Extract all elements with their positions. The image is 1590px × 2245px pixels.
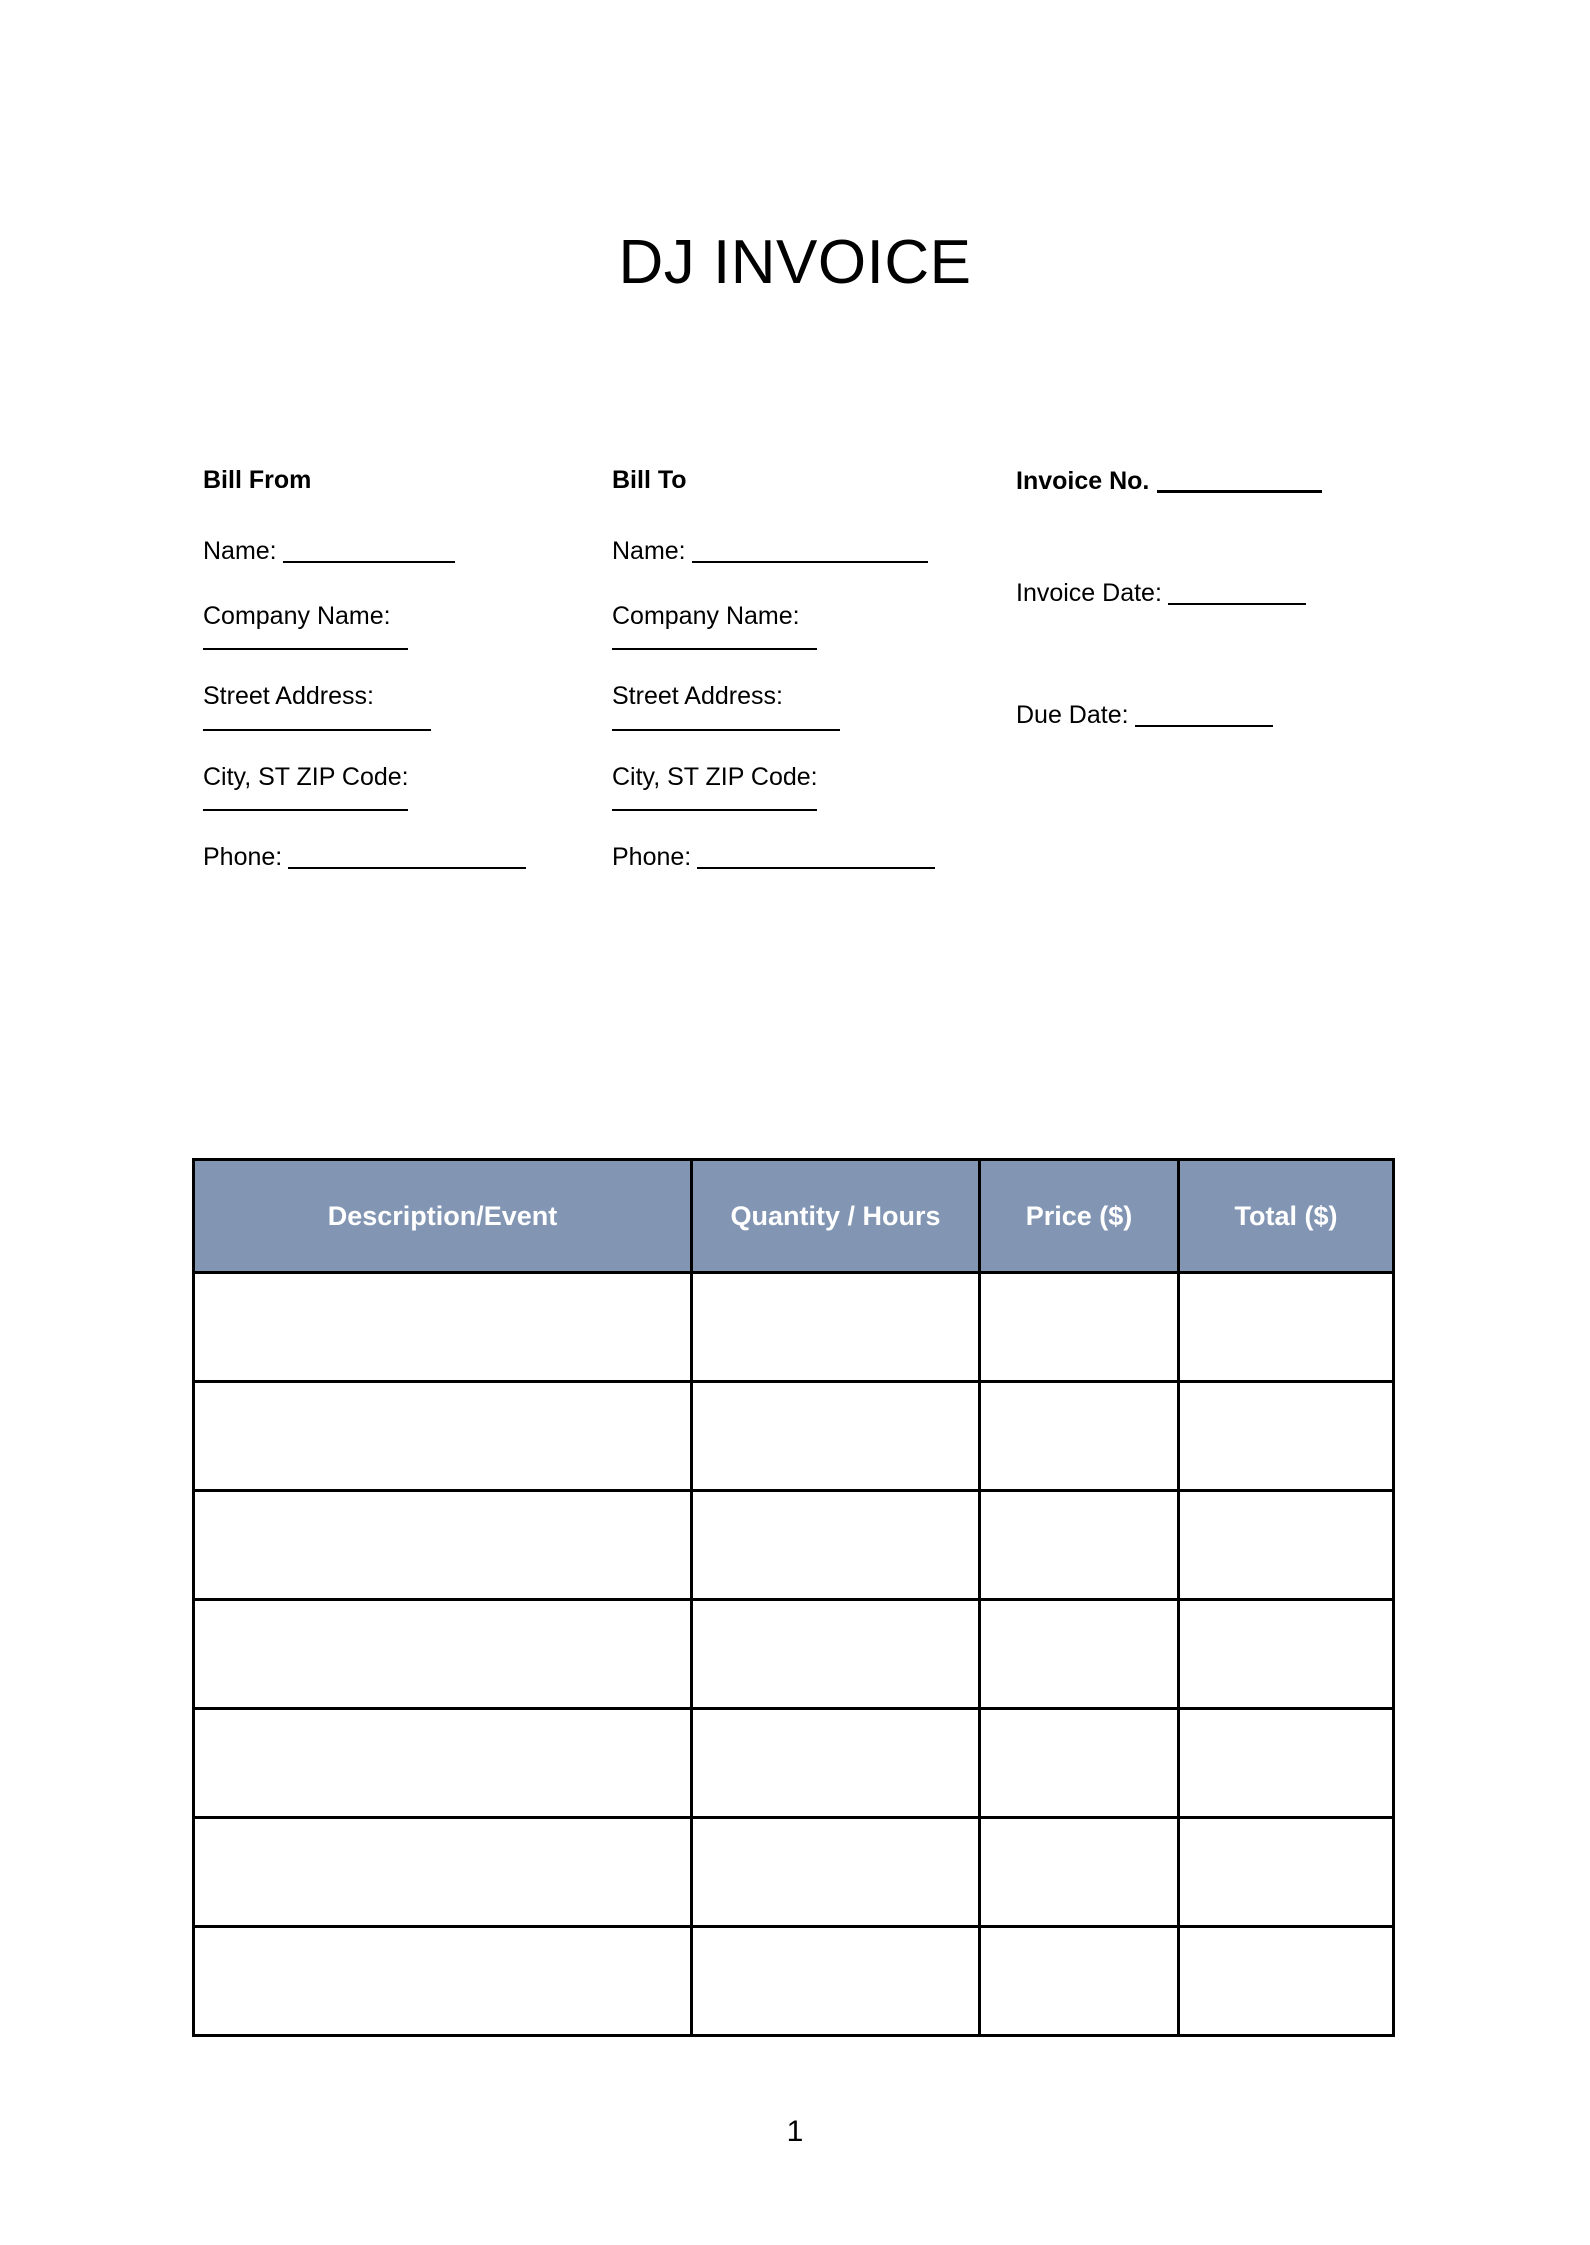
bill-to-heading: Bill To <box>612 466 687 494</box>
cell-price[interactable] <box>980 1818 1179 1927</box>
due-date-label: Due Date: <box>1016 701 1129 729</box>
invoice-date-label: Invoice Date: <box>1016 578 1162 607</box>
cell-total[interactable] <box>1179 1818 1394 1927</box>
bill-to-street-label: Street Address: <box>612 682 783 710</box>
bill-to-city-blank[interactable] <box>612 809 817 811</box>
cell-description[interactable] <box>194 1927 692 2036</box>
cell-price[interactable] <box>980 1709 1179 1818</box>
page-number: 1 <box>786 2115 804 2148</box>
cell-price[interactable] <box>980 1273 1179 1382</box>
cell-price[interactable] <box>980 1600 1179 1709</box>
cell-price[interactable] <box>980 1382 1179 1491</box>
cell-description[interactable] <box>194 1818 692 1927</box>
cell-price[interactable] <box>980 1491 1179 1600</box>
cell-total[interactable] <box>1179 1382 1394 1491</box>
bill-to-city-field[interactable] <box>612 760 1002 812</box>
bill-from-city-field[interactable] <box>203 760 573 812</box>
cell-total[interactable] <box>1179 1273 1394 1382</box>
bill-from-block <box>203 465 573 876</box>
bill-from-name-label: Name: <box>203 537 277 565</box>
due-date-blank[interactable] <box>1135 725 1273 727</box>
bill-from-street-label: Street Address: <box>203 682 374 710</box>
table-row[interactable] <box>194 1273 1394 1382</box>
bill-from-company-label: Company Name: <box>203 601 391 630</box>
table-header-row <box>194 1160 1394 1273</box>
bill-to-company-label: Company Name: <box>612 601 800 630</box>
page-title: DJ INVOICE <box>618 228 972 297</box>
bill-from-city-label: City, ST ZIP Code: <box>203 762 409 791</box>
bill-from-company-field[interactable] <box>203 599 573 651</box>
cell-total[interactable] <box>1179 1709 1394 1818</box>
cell-quantity[interactable] <box>692 1818 980 1927</box>
bill-from-company-blank[interactable] <box>203 648 408 650</box>
bill-to-company-blank[interactable] <box>612 648 817 650</box>
cell-description[interactable] <box>194 1273 692 1382</box>
cell-price[interactable] <box>980 1927 1179 2036</box>
cell-quantity[interactable] <box>692 1927 980 2036</box>
bill-to-company-field[interactable] <box>612 599 1002 651</box>
table-row[interactable] <box>194 1709 1394 1818</box>
invoice-date-field[interactable] <box>1016 577 1436 610</box>
bill-from-name-field[interactable] <box>203 534 573 570</box>
bill-from-heading: Bill From <box>203 466 312 494</box>
cell-quantity[interactable] <box>692 1273 980 1382</box>
due-date-field[interactable] <box>1016 699 1436 732</box>
cell-description[interactable] <box>194 1491 692 1600</box>
cell-quantity[interactable] <box>692 1709 980 1818</box>
invoice-meta-block <box>1016 465 1436 732</box>
bill-from-street-field[interactable] <box>203 679 573 731</box>
column-header-price: Price ($) <box>980 1160 1179 1273</box>
bill-to-block <box>612 465 1002 876</box>
cell-description[interactable] <box>194 1709 692 1818</box>
bill-from-phone-blank[interactable] <box>288 867 526 869</box>
line-items-header <box>194 1160 1394 1273</box>
column-header-description: Description/Event <box>194 1160 692 1273</box>
cell-quantity[interactable] <box>692 1600 980 1709</box>
invoice-number-blank[interactable] <box>1157 490 1322 493</box>
cell-description[interactable] <box>194 1600 692 1709</box>
invoice-number-label: Invoice No. <box>1016 467 1150 495</box>
column-header-total: Total ($) <box>1179 1160 1394 1273</box>
bill-to-name-label: Name: <box>612 537 686 565</box>
table-row[interactable] <box>194 1382 1394 1491</box>
table-row[interactable] <box>194 1600 1394 1709</box>
invoice-date-blank[interactable] <box>1168 603 1306 605</box>
bill-to-name-field[interactable] <box>612 534 1002 570</box>
cell-total[interactable] <box>1179 1927 1394 2036</box>
bill-to-street-blank[interactable] <box>612 729 840 731</box>
invoice-info-region <box>0 465 1590 945</box>
bill-from-street-blank[interactable] <box>203 729 431 731</box>
bill-from-name-blank[interactable] <box>283 561 455 563</box>
line-items-body <box>194 1273 1394 2036</box>
table-row[interactable] <box>194 1818 1394 1927</box>
cell-description[interactable] <box>194 1382 692 1491</box>
column-header-quantity: Quantity / Hours <box>692 1160 980 1273</box>
bill-to-phone-label: Phone: <box>612 843 692 871</box>
cell-quantity[interactable] <box>692 1491 980 1600</box>
cell-total[interactable] <box>1179 1600 1394 1709</box>
bill-from-city-blank[interactable] <box>203 809 408 811</box>
line-items-table <box>192 1158 1395 2037</box>
table-row[interactable] <box>194 1927 1394 2036</box>
cell-quantity[interactable] <box>692 1382 980 1491</box>
bill-from-phone-field[interactable] <box>203 840 573 876</box>
cell-total[interactable] <box>1179 1491 1394 1600</box>
bill-to-name-blank[interactable] <box>692 561 928 563</box>
bill-to-phone-blank[interactable] <box>697 867 935 869</box>
bill-to-street-field[interactable] <box>612 679 1002 731</box>
bill-from-phone-label: Phone: <box>203 843 283 871</box>
table-row[interactable] <box>194 1491 1394 1600</box>
bill-to-city-label: City, ST ZIP Code: <box>612 762 818 791</box>
bill-to-phone-field[interactable] <box>612 840 1002 876</box>
invoice-number-field[interactable] <box>1016 465 1436 498</box>
